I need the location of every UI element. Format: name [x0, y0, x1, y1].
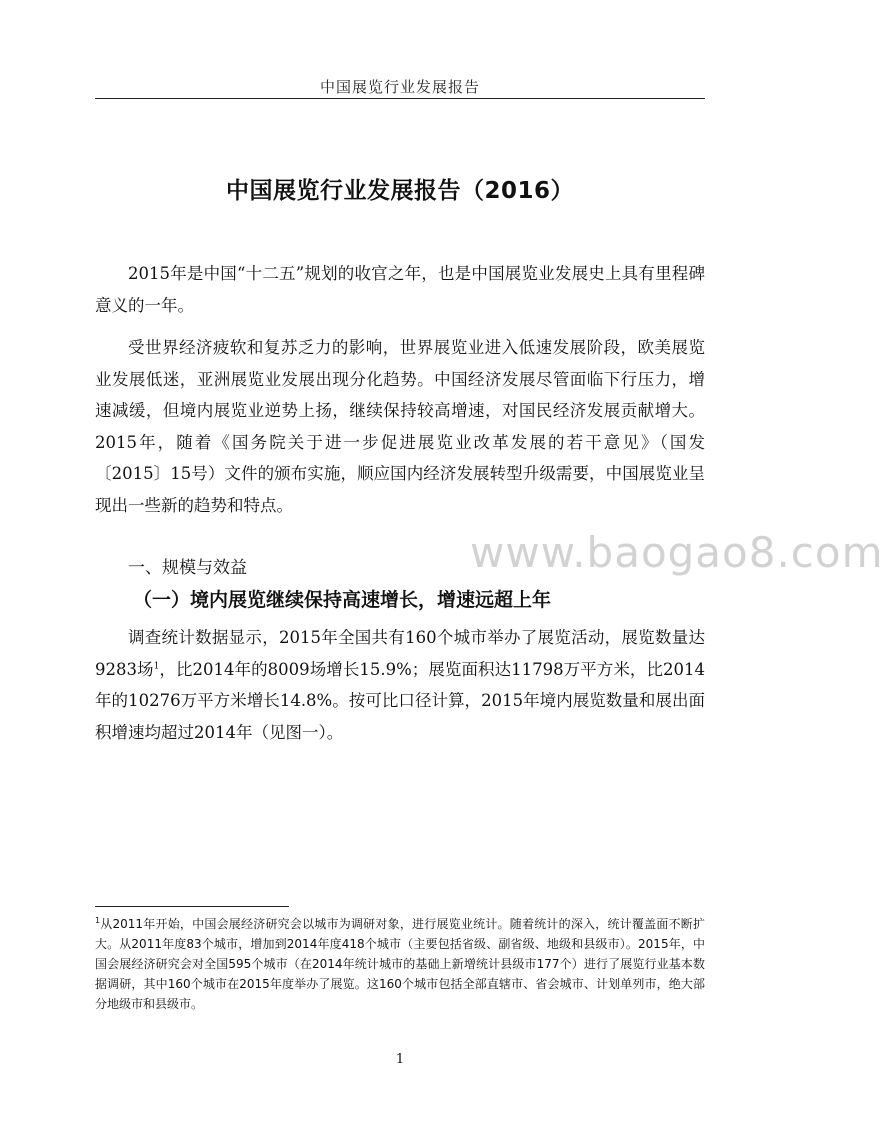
- footnote-marker: 1: [95, 916, 101, 925]
- footnote-reference[interactable]: 1: [153, 661, 160, 671]
- header-divider: [95, 98, 705, 99]
- subsection-heading: （一）境内展览继续保持高速增长，增速远超上年: [133, 589, 552, 611]
- footnote-text: 从2011年开始，中国会展经济研究会以城市为调研对象，进行展览业统计。随着统计的深入，统计覆盖面不断扩大。从2011年度83个城市，增加到2014年度418个城市（主要包括省级、副省级、地级和县级市）。2015年，中国会展经济研究会对全国595个城市（在2014年统计城市的基础上新增统计县级市177个）进行了展览行业基本数据调研，其中160个城市在2015年度举办了展览。这160个城市包括全部直辖市、省会城市、计划单列市，绝大部分地级市和县级市。: [95, 917, 705, 1011]
- page-number: 1: [395, 1052, 405, 1067]
- running-header: 中国展览行业发展报告: [319, 78, 480, 96]
- watermark: www.baogao8.com: [470, 528, 884, 577]
- statistics-text-part1: 调查统计数据显示，2015年全国共有160个城市举办了展览活动，展览数量达9283场: [95, 628, 705, 679]
- footnote: [95, 914, 705, 1014]
- paragraph-statistics: [95, 622, 705, 748]
- section-heading: 一、规模与效益: [128, 558, 247, 578]
- document-title: 中国展览行业发展报告（2016）: [225, 178, 574, 204]
- statistics-text-part2: ，比2014年的8009场增长15.9%；展览面积达11798万平方米，比2014年的10276万平方米增长14.8%。按可比口径计算，2015年境内展览数量和展出面积增速均超过2014年（见图一）。: [95, 659, 705, 742]
- footnote-divider: [95, 906, 289, 907]
- paragraph-intro: 2015年是中国“十二五”规划的收官之年，也是中国展览业发展史上具有里程碑意义的一年。: [95, 264, 705, 315]
- paragraph-context: 受世界经济疲软和复苏乏力的影响，世界展览业进入低速发展阶段，欧美展览业发展低迷，亚洲展览业发展出现分化趋势。中国经济发展尽管面临下行压力，增速减缓，但境内展览业逆势上扬，继续保持较高增速，对国民经济发展贡献增大。2015年，随着《国务院关于进一步促进展览业改革发展的若干意见》（国发〔2015〕15号）文件的颁布实施，顺应国内经济发展转型升级需要，中国展览业呈现出一些新的趋势和特点。: [95, 338, 705, 515]
